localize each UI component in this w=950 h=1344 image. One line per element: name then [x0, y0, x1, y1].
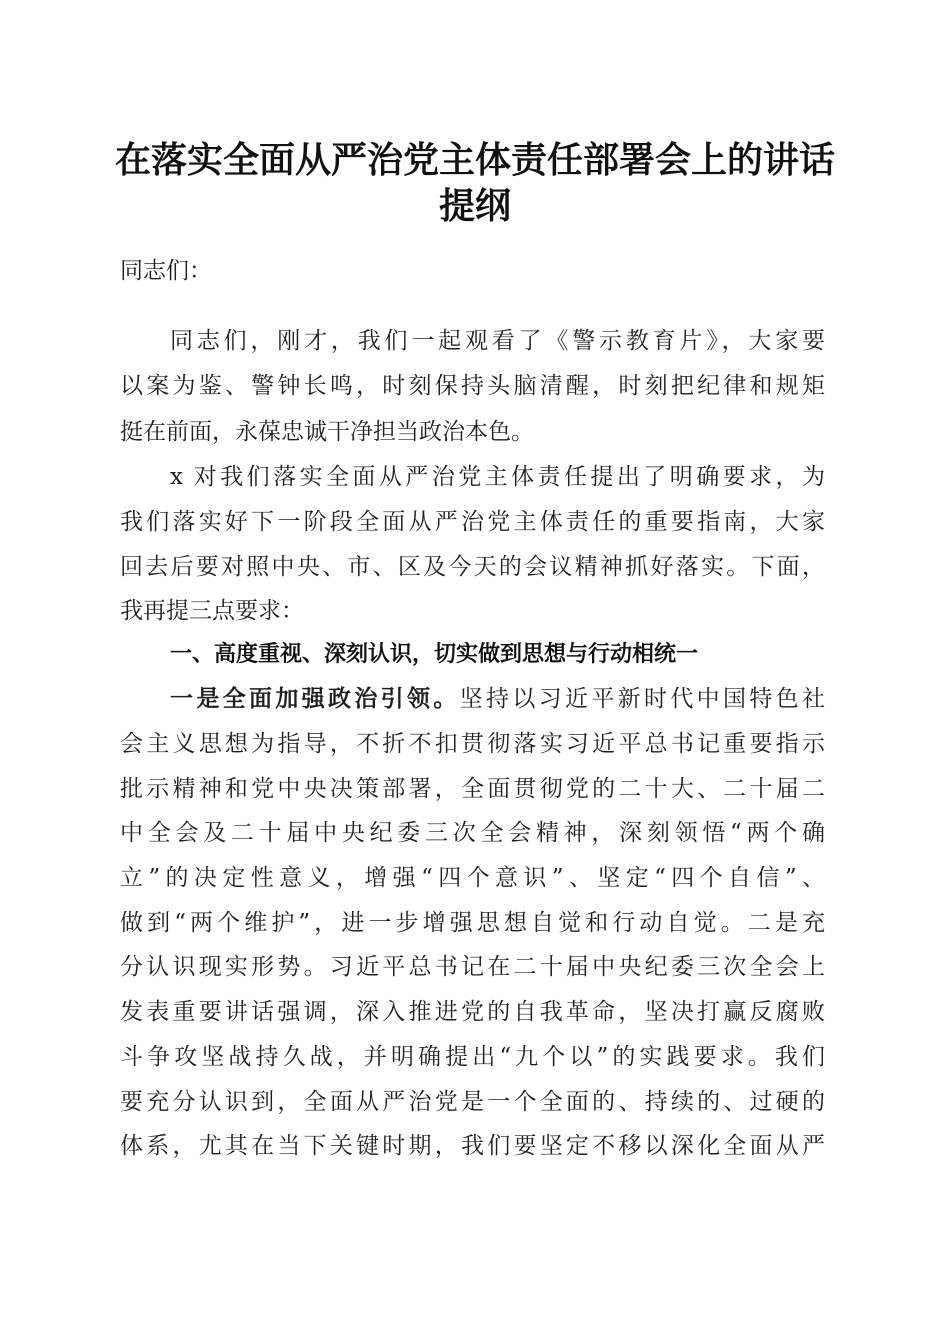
paragraph-3-line-3: 批示精神和党中央决策部署，全面贯彻党的二十大、二十届二 — [120, 776, 825, 802]
paragraph-3-line-7: 分认识现实形势。习近平总书记在二十届中央纪委三次全会上 — [120, 954, 825, 980]
paragraph-1-line-3: 挺在前面，永葆忠诚干净担当政治本色。 — [120, 419, 534, 445]
paragraph-3-line-5: 立”的决定性意义，增强“四个意识”、坚定“四个自信”、 — [120, 865, 825, 891]
paragraph-3-line-9: 斗争攻坚战持久战，并明确提出“九个以”的实践要求。我们 — [120, 1044, 825, 1070]
paragraph-1-line-1: 同志们，刚才，我们一起观看了《警示教育片》，大家要 — [170, 328, 825, 354]
paragraph-3-line-4: 中全会及二十届中央纪委三次全会精神，深刻领悟“两个确 — [120, 820, 825, 846]
section-heading-1: 一、高度重视、深刻认识，切实做到思想与行动相统一 — [170, 642, 699, 667]
paragraph-3-line-8: 发表重要讲话强调，深入推进党的自我革命，坚决打赢反腐败 — [120, 999, 825, 1025]
paragraph-3-line-6: 做到“两个维护”，进一步增强思想自觉和行动自觉。二是充 — [120, 910, 825, 936]
paragraph-3-line-11: 体系，尤其在当下关键时期，我们要坚定不移以深化全面从严 — [120, 1133, 825, 1159]
paragraph-2-line-1: x 对我们落实全面从严治党主体责任提出了明确要求，为 — [170, 464, 825, 490]
paragraph-3-lead-rest: 坚持以习近平新时代中国特色社 — [459, 686, 826, 712]
paragraph-3-line-10: 要充分认识到，全面从严治党是一个全面的、持续的、过硬的 — [120, 1089, 825, 1115]
salutation: 同志们： — [120, 258, 212, 284]
paragraph-2-line-2: 我们落实好下一阶段全面从严治党主体责任的重要指南，大家 — [120, 509, 825, 535]
paragraph-2-line-4: 我再提三点要求： — [120, 598, 304, 624]
paragraph-2-line-3: 回去后要对照中央、市、区及今天的会议精神抓好落实。下面， — [120, 554, 825, 580]
paragraph-3-line-2: 会主义思想为指导，不折不扣贯彻落实习近平总书记重要指示 — [120, 731, 825, 757]
document-title-line-2: 提纲 — [438, 185, 511, 227]
paragraph-3-line-1 — [170, 684, 825, 714]
document-title-line-1: 在落实全面从严治党主体责任部署会上的讲话 — [114, 139, 835, 181]
paragraph-1-line-2: 以案为鉴、警钟长鸣，时刻保持头脑清醒，时刻把纪律和规矩 — [120, 373, 825, 399]
paragraph-3-lead-bold: 一是全面加强政治引领。 — [170, 685, 460, 712]
